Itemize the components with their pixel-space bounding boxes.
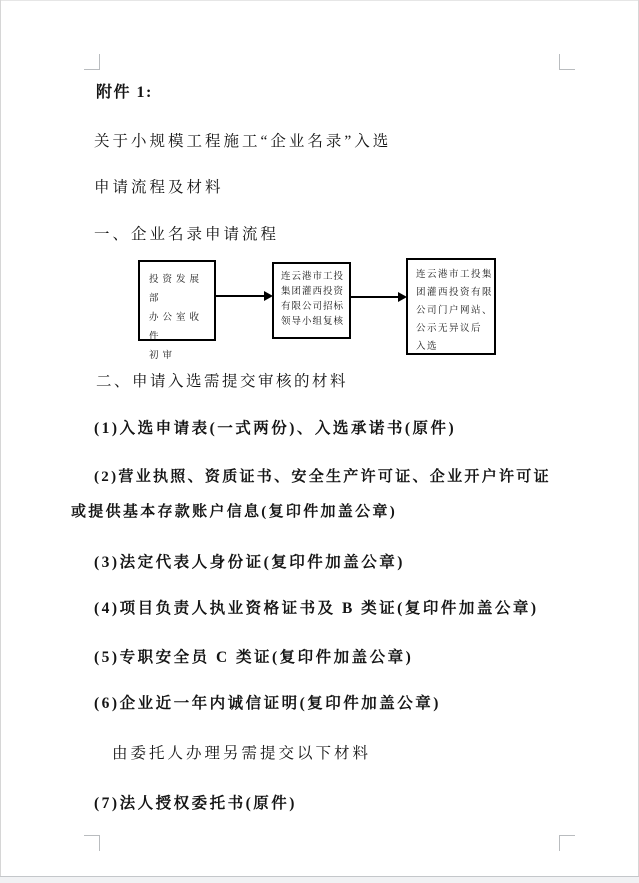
window-bottom-strip <box>0 876 639 883</box>
page-top-edge <box>0 0 639 1</box>
material-item-5: (5)专职安全员 C 类证(复印件加盖公章) <box>94 649 414 666</box>
flow-step-3-line: 连云港市工投集 <box>416 270 494 280</box>
material-item-6: (6)企业近一年内诚信证明(复印件加盖公章) <box>94 695 441 712</box>
flow-step-3-line: 入选 <box>416 342 439 352</box>
margin-crop-mark-top-left <box>84 54 100 70</box>
document-title-line-1: 关于小规模工程施工“企业名录”入选 <box>94 133 392 150</box>
material-item-3: (3)法定代表人身份证(复印件加盖公章) <box>94 554 405 571</box>
flow-step-2-line: 领导小组复核 <box>281 317 345 327</box>
material-item-4: (4)项目负责人执业资格证书及 B 类证(复印件加盖公章) <box>94 600 539 617</box>
margin-crop-mark-bottom-left <box>84 835 100 851</box>
flow-step-3-line: 公司门户网站、 <box>416 306 494 316</box>
material-item-7: (7)法人授权委托书(原件) <box>94 795 297 812</box>
flow-step-3-box <box>406 258 496 355</box>
flow-step-3-line: 团灌西投资有限 <box>416 288 494 298</box>
flow-step-2-line: 有限公司招标 <box>281 302 345 312</box>
attachment-label: 附件 1: <box>96 84 153 101</box>
flow-step-2-line: 连云港市工投 <box>281 272 345 282</box>
margin-crop-mark-bottom-right <box>559 835 575 851</box>
flow-arrow-1 <box>216 295 264 297</box>
flow-step-1-line: 投资发展部 <box>149 275 204 304</box>
flow-step-2-line: 集团灌西投资 <box>281 287 345 297</box>
flow-step-2-box <box>272 262 351 339</box>
flow-step-1-line: 办公室收件 <box>149 313 204 342</box>
page-left-edge <box>0 0 1 876</box>
margin-crop-mark-top-right <box>559 54 575 70</box>
material-item-1: (1)入选申请表(一式两份)、入选承诺书(原件) <box>94 420 457 437</box>
section-2-heading: 二、申请入选需提交审核的材料 <box>96 373 349 390</box>
delegate-note: 由委托人办理另需提交以下材料 <box>112 745 372 762</box>
section-1-heading: 一、企业名录申请流程 <box>94 226 280 243</box>
flow-step-3-line: 公示无异议后 <box>416 324 483 334</box>
flow-arrow-2 <box>351 296 398 298</box>
flow-step-1-box <box>138 260 216 361</box>
document-title-line-2: 申请流程及材料 <box>94 179 224 196</box>
material-item-2: (2)营业执照、资质证书、安全生产许可证、企业开户许可证或提供基本存款账户信息(复印件加盖公章) <box>71 469 551 520</box>
flow-step-1-line: 初审 <box>149 351 177 361</box>
